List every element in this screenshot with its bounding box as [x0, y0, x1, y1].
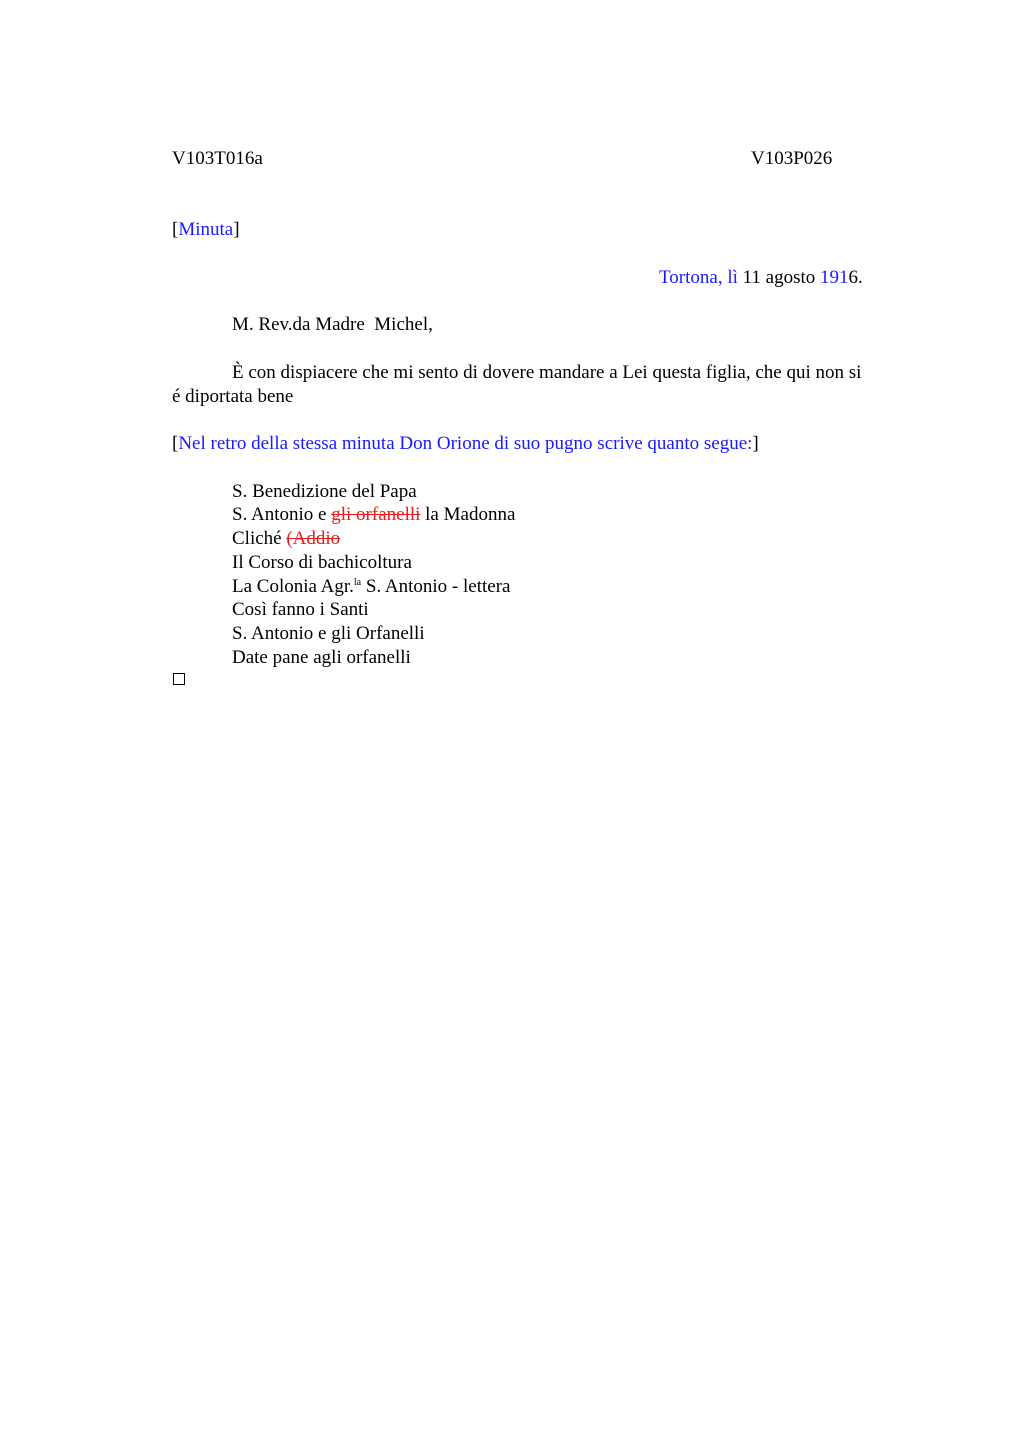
- list-item: [232, 576, 510, 598]
- list-item: [232, 504, 515, 526]
- list-item-text: la Madonna: [420, 504, 516, 525]
- superscript: la: [353, 577, 362, 588]
- list-item-text: S. Antonio e gli Orfanelli: [232, 623, 425, 644]
- minuta-heading: [172, 219, 240, 241]
- body-line-2: é diportata bene: [172, 386, 294, 407]
- list-item-text: S. Benedizione del Papa: [232, 481, 417, 502]
- list-item-text: La Colonia Agr.: [232, 576, 354, 597]
- minuta-label: Minuta: [178, 219, 234, 240]
- list-item-text: Date pane agli orfanelli: [232, 647, 411, 668]
- list-item-text: Il Corso di bachicoltura: [232, 552, 412, 573]
- list-item: [232, 647, 411, 669]
- list-item: [232, 623, 425, 645]
- struck-text: gli orfanelli: [331, 504, 421, 525]
- salutation: M. Rev.da Madre Michel,: [232, 314, 433, 335]
- end-mark-box: [173, 673, 185, 685]
- bracket-close: ]: [233, 219, 240, 240]
- struck-text: (Addio: [286, 528, 341, 549]
- bracket-open: [: [172, 219, 179, 240]
- list-item-text: S. Antonio - lettera: [361, 576, 511, 597]
- list-item-text: Così fanno i Santi: [232, 599, 369, 620]
- note-text: Nel retro della stessa minuta Don Orione di suo pugno scrive quanto segue:: [178, 433, 753, 454]
- list-item: [232, 481, 417, 503]
- date-day: 11 agosto: [737, 267, 821, 288]
- date-line: [659, 267, 863, 289]
- body-line-1: È con dispiacere che mi sento di dovere mandare a Lei questa figlia, che qui non si: [232, 362, 862, 383]
- date-year-end: 6.: [848, 267, 863, 288]
- list-item: [232, 552, 412, 574]
- date-year-part: 191: [820, 267, 849, 288]
- note-bracket-open: [: [172, 433, 179, 454]
- doc-code-right: V103P026: [751, 148, 833, 169]
- doc-code-left: V103T016a: [172, 148, 263, 169]
- list-item-text: Cliché: [232, 528, 287, 549]
- list-item: [232, 528, 340, 550]
- editorial-note: [172, 433, 759, 455]
- list-item: [232, 599, 369, 621]
- date-place: Tortona, lì: [659, 267, 738, 288]
- list-item-text: S. Antonio e: [232, 504, 332, 525]
- note-bracket-close: ]: [752, 433, 759, 454]
